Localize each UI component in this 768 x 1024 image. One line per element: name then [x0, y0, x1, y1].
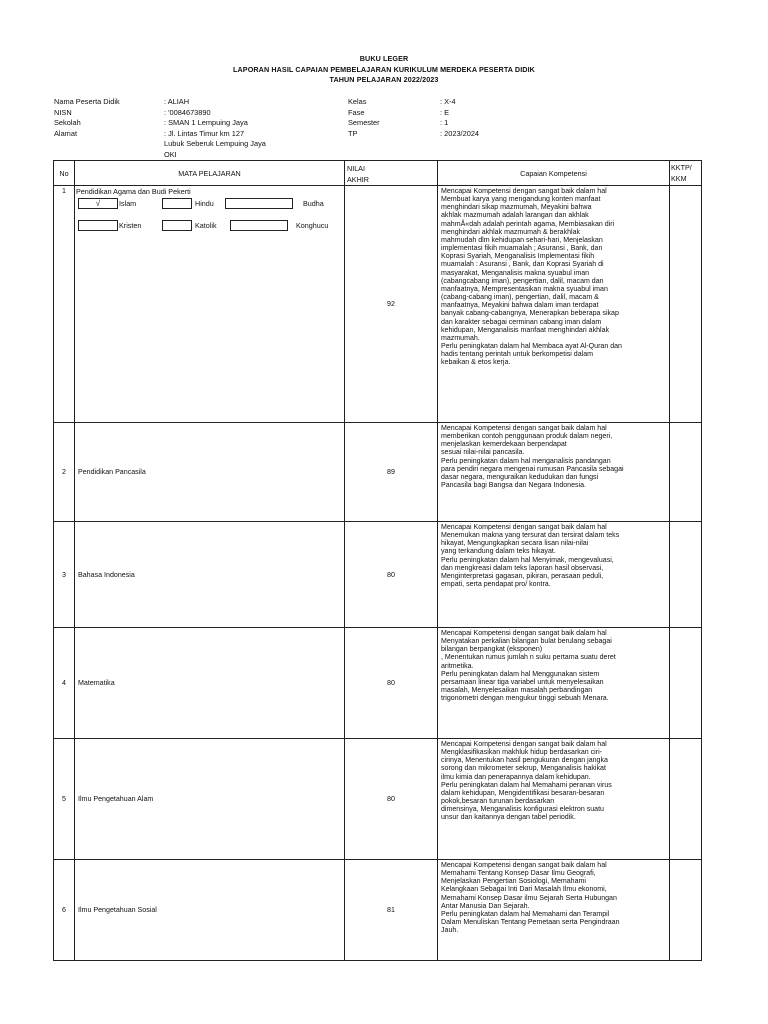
row-no: 4 — [54, 628, 75, 739]
row-subject: Matematika — [75, 628, 345, 739]
table-row — [54, 860, 702, 961]
phase-label: Fase — [348, 107, 365, 117]
row-kktp — [670, 186, 702, 423]
table-row — [54, 186, 702, 423]
name-value: : ALIAH — [164, 97, 190, 106]
header-score-line-2: AKHIR — [347, 174, 369, 184]
row-score: 89 — [345, 423, 438, 522]
table-row — [54, 628, 702, 739]
address-value: : Jl. Lintas Timur km 127 — [164, 128, 245, 138]
header-subject — [75, 161, 345, 186]
header-capaian: Capaian Kompetensi — [438, 161, 670, 186]
tp-value: : 2023/2024 — [440, 128, 480, 138]
row-capaian — [438, 860, 670, 961]
title-line-3: TAHUN PELAJARAN 2022/2023 — [329, 75, 439, 84]
row-no: 2 — [54, 423, 75, 522]
header-score — [345, 161, 438, 186]
row-capaian — [438, 522, 670, 628]
religion-subject-title: Pendidikan Agama dan Budi Pekerti — [76, 187, 191, 196]
tp-label: TP — [348, 128, 358, 138]
row-score: 81 — [345, 860, 438, 961]
semester-label: Semester — [348, 118, 380, 128]
name-label: Nama Peserta Didik — [54, 97, 120, 106]
school-label: Sekolah — [54, 118, 81, 128]
row-capaian — [438, 423, 670, 522]
header-kktp — [670, 161, 702, 186]
checkbox-islam[interactable] — [78, 198, 118, 209]
address-line-3: OKI — [164, 149, 177, 159]
option-hindu: Hindu — [195, 199, 214, 208]
nisn-value: : '0084673890 — [164, 107, 211, 117]
document-title — [0, 54, 768, 86]
option-budha: Budha — [303, 199, 324, 208]
address-label: Alamat — [54, 128, 78, 138]
checkbox-katolik[interactable] — [162, 220, 192, 231]
table-header-row — [54, 161, 702, 186]
student-info-right — [348, 97, 568, 139]
checkmark-icon: √ — [95, 199, 101, 208]
checkbox-kristen[interactable] — [78, 220, 118, 231]
row-score: 80 — [345, 739, 438, 860]
title-line-1: BUKU LEGER — [359, 54, 409, 63]
capaian-text: Mencapai Kompetensi dengan sangat baik dalam hal Menyatakan perkalian bilangan bulat berulang sebagai bilangan berpangkat (eksponen) , Menentukan rumus jumlah n suku pertama suatu deret aritmetika. Perlu peningkatan dalam hal Menggunakan sistem persamaan linear tiga variabel untuk menyelesaikan masalah, Menyelesaikan masalah perbandingan trigonometri dengan mengukur tinggi sebuah Menara. — [441, 630, 616, 703]
grades-table — [53, 160, 702, 961]
table-row — [54, 423, 702, 522]
header-no: No — [54, 161, 75, 186]
capaian-text: Mencapai Kompetensi dengan sangat baik dalam hal Menemukan makna yang tersurat dan tersirat dalam teks hikayat, Mengungkapkan secara lisan nilai-nilai yang terkandung dalam teks hikayat. Perlu peningkatan dalam hal Menyimak, mengevaluasi, dan mengkreasi dalam teks laporan hasil observasi, Menginterpretasi gagasan, pikiran, perasaan peduli, empati, serta pendapat pro/ kontra. — [441, 524, 620, 589]
class-value: : X-4 — [440, 97, 456, 106]
row-kktp — [670, 739, 702, 860]
row-no: 5 — [54, 739, 75, 860]
row-kktp — [670, 522, 702, 628]
capaian-text: Mencapai Kompetensi dengan sangat baik dalam hal Memahami Tentang Konsep Dasar Ilmu Geografi, Menjelaskan Pengertian Sosiologi, Memahami Kelangkaan Sebagai Inti Dari Masalah Ilmu ekonomi, Memahami Konsep Dasar ilmu Sejarah Serta Hubungan Antar Manusia Dan Sejarah. Perlu peningkatan dalam hal Memahami dan Terampil Dalam Menuliskan Tentang Pemetaan serta Pengindraan Jauh. — [441, 862, 620, 935]
option-islam: Islam — [119, 199, 137, 208]
religion-cell — [75, 186, 345, 423]
religion-options — [75, 187, 344, 237]
row-no: 6 — [54, 860, 75, 961]
row-score: 92 — [345, 186, 438, 423]
capaian-text: Mencapai Kompetensi dengan sangat baik dalam hal Mengklasifikasikan makhluk hidup berdasarkan ciri- cirinya, Menentukan hasil pengukuran dengan jangka sorong dan mikrometer sekrup, Menganalisis hakikat ilmu kimia dan penerapannya dalam kehidupan. Perlu peningkatan dalam hal Memahami peranan virus dalam kehidupan, Mengidentifikasi besaran-besaran pokok,besaran turunan berdasarkan dimensinya, Menganalisis konfigurasi elektron suatu unsur dan kaitannya dengan tabel periodik. — [441, 741, 612, 822]
address-line-2: Lubuk Seberuk Lempuing Jaya — [164, 139, 266, 149]
school-value: : SMAN 1 Lempuing Jaya — [164, 118, 248, 128]
header-score-line-1: NILAI — [347, 163, 365, 173]
title-line-2: LAPORAN HASIL CAPAIAN PEMBELAJARAN KURIKULUM MERDEKA PESERTA DIDIK — [233, 64, 535, 74]
option-konghucu: Konghucu — [296, 221, 329, 230]
row-score: 80 — [345, 628, 438, 739]
header-kktp-line-1: KKTP/ — [671, 163, 692, 172]
row-capaian — [438, 739, 670, 860]
row-subject: Bahasa Indonesia — [75, 522, 345, 628]
phase-value: : E — [440, 107, 450, 117]
row-capaian — [438, 186, 670, 423]
option-kristen: Kristen — [119, 221, 142, 230]
row-subject: Ilmu Pengetahuan Sosial — [75, 860, 345, 961]
table-row — [54, 739, 702, 860]
row-kktp — [670, 423, 702, 522]
row-no: 3 — [54, 522, 75, 628]
row-capaian — [438, 628, 670, 739]
nisn-label: NISN — [54, 107, 72, 117]
capaian-text: Mencapai Kompetensi dengan sangat baik dalam hal Membuat karya yang mengandung konten manfaat menghindari sikap mazmumah, Meyakini bahwa akhlak mazmumah adalah larangan dan akhlak mahmÅ«dah adalah perintah agama, Membiasakan diri menghindari akhlak mazmumah & berakhlak mahmudah dlm kehidupan sehari-hari, Menjelaskan implementasi fikih muamalah ; Asuransi , Bank, dan Koprasi Syariah, Menganalisis Implementasi fikih muamalah : Asuransi , Bank, dan Koprasi Syariah di masyarakat, Menganalisis makna syuabul iman (cabangcabang iman), pengertian, dalil, macam dan manfaatnya, Mempresentasikan makna syuabul iman (cabang-cabang iman), pengertian, dalil, macam & manfaatnya, Meyakini bahwa dalam iman terdapat banyak cabang-cabangnya, Menerapkan beberapa sikap dan karakter sebagai cerminan cabang iman dalam kehidupan, Menganalisis manfaat menghindari akhlak mazmumah. Perlu peningkatan dalam hal Membaca ayat Al-Quran dan hadis tentang perintah untuk berkompetisi dalam kebaikan & etos kerja. — [441, 188, 622, 367]
row-subject: Ilmu Pengetahuan Alam — [75, 739, 345, 860]
row-no: 1 — [54, 186, 75, 423]
row-kktp — [670, 860, 702, 961]
header-kktp-line-2: KKM — [671, 174, 687, 183]
header-subject-label: MATA PELAJARAN — [178, 168, 241, 178]
row-subject: Pendidikan Pancasila — [75, 423, 345, 522]
row-score: 80 — [345, 522, 438, 628]
row-kktp — [670, 628, 702, 739]
checkbox-konghucu[interactable] — [230, 220, 288, 231]
checkbox-budha[interactable] — [225, 198, 293, 209]
capaian-text: Mencapai Kompetensi dengan sangat baik dalam hal memberikan contoh penggunaan produk dalam negeri, menjelaskan kemerdekaan berpendapat sesuai nilai-nilai pancasila. Perlu peningkatan dalam hal menganalisis pandangan para pendiri negara mengenai rumusan Pancasila sebagai dasar negara, menguraikan kedudukan dan fungsi Pancasila bagi Bangsa dan Negara Indonesia. — [441, 425, 624, 490]
semester-value: : 1 — [440, 118, 449, 128]
option-katolik: Katolik — [195, 221, 217, 230]
checkbox-hindu[interactable] — [162, 198, 192, 209]
class-label: Kelas — [348, 97, 367, 106]
student-info-left — [54, 97, 354, 161]
table-row — [54, 522, 702, 628]
